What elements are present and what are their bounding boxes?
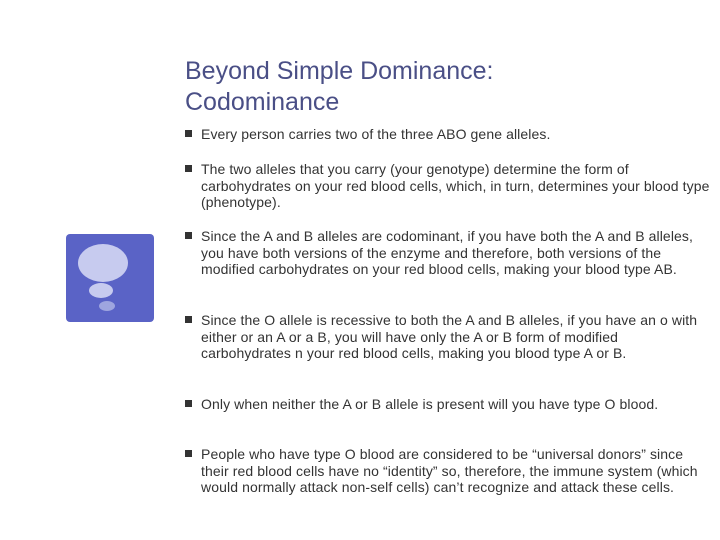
bullet-item: [185, 312, 710, 362]
bullet-text: Only when neither the A or B allele is present will you have type O blood.: [201, 396, 659, 412]
logo-medium-circle: [89, 283, 113, 298]
blood-cells-logo-icon: [66, 234, 154, 322]
bullet-item: [185, 126, 710, 143]
bullet-text: People who have type O blood are considered to be “universal donors” since their red blood cells have no “identity” so, therefore, the immune system (which would normally attack non-self cells) can’t recognize and attack these cells.: [201, 446, 698, 495]
bullet-item: [185, 396, 710, 413]
bullet-text: Since the A and B alleles are codominant, if you have both the A and B alleles, you have both versions of the enzyme and therefore, both versions of the modified carbohydrates on your red blood cells, making your blood type AB.: [201, 228, 694, 277]
logo-large-circle: [78, 244, 128, 282]
bullet-square-icon: [185, 130, 192, 137]
bullet-text: The two alleles that you carry (your genotype) determine the form of carbohydrates on your red blood cells, which, in turn, determines your blood type (phenotype).: [201, 161, 710, 210]
slide-title: [185, 56, 685, 118]
bullet-square-icon: [185, 316, 192, 323]
bullet-text: Every person carries two of the three ABO gene alleles.: [201, 126, 551, 142]
logo-small-circle: [99, 301, 115, 311]
bullet-square-icon: [185, 232, 192, 239]
bullet-item: [185, 446, 710, 496]
slide-title-line-1: Beyond Simple Dominance:: [185, 57, 494, 85]
bullet-item: [185, 161, 710, 211]
bullet-text: Since the O allele is recessive to both the A and B alleles, if you have an o with either or an A or a B, you will have only the A or B form of modified carbohydrates n your red blood cells, making you blood type A or B.: [201, 312, 698, 361]
slide-title-line-2: Codominance: [185, 88, 340, 116]
bullet-item: [185, 228, 710, 278]
bullet-square-icon: [185, 450, 192, 457]
bullet-square-icon: [185, 400, 192, 407]
bullet-square-icon: [185, 165, 192, 172]
